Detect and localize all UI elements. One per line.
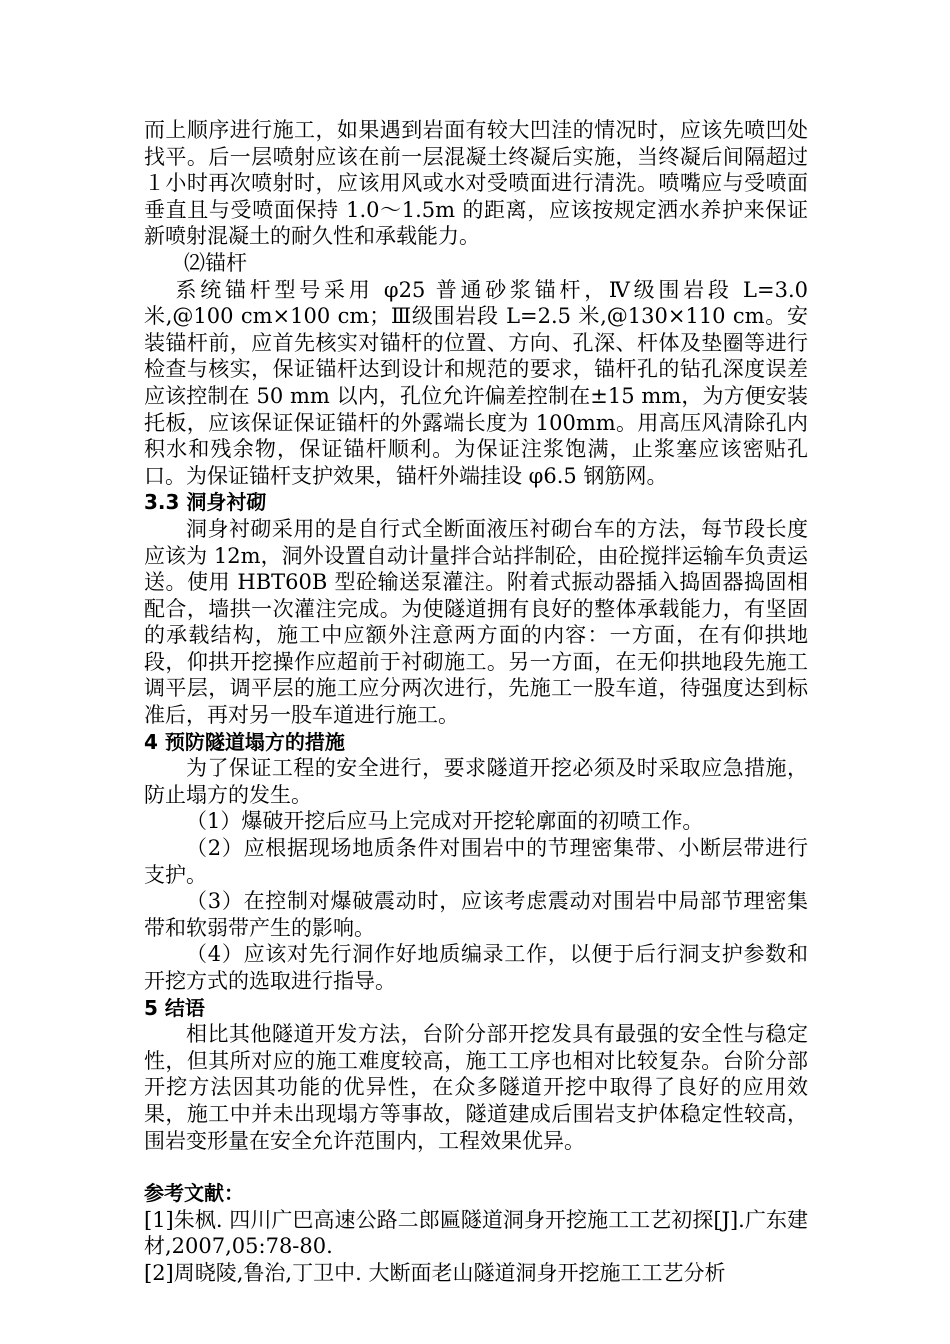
list-item-4-1: （1）爆破开挖后应马上完成对开挖轮廓面的初喷工作。 [186,809,704,834]
heading-4: 4 预防隧道塌方的措施 [144,729,345,754]
list-item-4-2: （2）应根据现场地质条件对围岩中的节理密集带、小断层带进行支护。 [144,836,808,887]
document-page [144,117,808,1287]
reference-1: [1]朱枫. 四川广巴高速公路二郎匾隧道洞身开挖施工工艺初探[J].广东建材,2007,05:78-80. [144,1207,808,1259]
references-title: 参考文献： [144,1181,244,1206]
heading-3-3: 3.3 洞身衬砌 [144,490,267,515]
paragraph-conclusion: 相比其他隧道开发方法，台阶分部开挖发具有最强的安全性与稳定性，但其所对应的施工难度较高，施工工序也相对比较复杂。台阶分部开挖方法因其功能的优异性，在众多隧道开挖中取得了良好的应用效果，施工中并未出现塌方等事故，隧道建成后围岩支护体稳定性较高，围岩变形量在安全允许范围内，工程效果优异。 [144,1022,808,1153]
paragraph-anchor: 系统锚杆型号采用 φ25 普通砂浆锚杆，Ⅳ级围岩段 L=3.0 米,@100 cm×100 cm；Ⅲ级围岩段 L=2.5 米,@130×110 cm。安装锚杆前，应首先核实对锚杆的位置、方向、孔深、杆体及垫圈等进行检查与核实，保证锚杆达到设计和规范的要求，锚杆孔的钻孔深度误差应该控制在 50 mm 以内，孔位允许偏差控制在±15 mm，为方便安装托板，应该保证保证锚杆的外露端长度为 100mm。用高压风清除孔内积水和残余物，保证锚杆顺利。为保证注浆饱满，止浆塞应该密贴孔口。为保证锚杆支护效果，锚杆外端挂设 φ6.5 钢筋网。 [144,277,808,488]
list-item-4-4: （4）应该对先行洞作好地质编录工作，以便于后行洞支护参数和开挖方式的选取进行指导。 [144,942,808,993]
spacer [144,1154,808,1180]
reference-2: [2]周晓陵,鲁治,丁卫中. 大断面老山隧道洞身开挖施工工艺分析 [144,1260,726,1285]
paragraph-shotcrete: 而上顺序进行施工，如果遇到岩面有较大凹洼的情况时，应该先喷凹处找平。后一层喷射应该在前一层混凝土终凝后实施，当终凝后间隔超过１小时再次喷射时，应该用风或水对受喷面进行清洗。喷嘴应与受喷面垂直且与受喷面保持 1.0～1.5m 的距离，应该按规定洒水养护来保证新喷射混凝土的耐久性和承载能力。 [144,118,808,249]
paragraph-lining: 洞身衬砌采用的是自行式全断面液压衬砌台车的方法，每节段长度应该为 12m，洞外设置自动计量拌合站拌制砼，由砼搅拌运输车负责运送。使用 HBT60B 型砼输送泵灌注。附着式振动器插入捣固器捣固相配合，墙拱一次灌注完成。为使隧道拥有良好的整体承载能力，有坚固的承载结构，施工中应额外注意两方面的内容：一方面，在有仰拱地段，仰拱开挖操作应超前于衬砌施工。另一方面，在无仰拱地段先施工调平层，调平层的施工应分两次进行，先施工一股车道，待强度达到标准后，再对另一股车道进行施工。 [144,516,808,728]
heading-5: 5 结语 [144,995,205,1020]
list-item-4-3: （3）在控制对爆破震动时，应该考虑震动对围岩中局部节理密集带和软弱带产生的影响。 [144,889,808,940]
subheading-anchor: ⑵锚杆 [184,250,247,275]
paragraph-4-intro: 为了保证工程的安全进行，要求隧道开挖必须及时采取应急措施，防止塌方的发生。 [144,756,808,807]
